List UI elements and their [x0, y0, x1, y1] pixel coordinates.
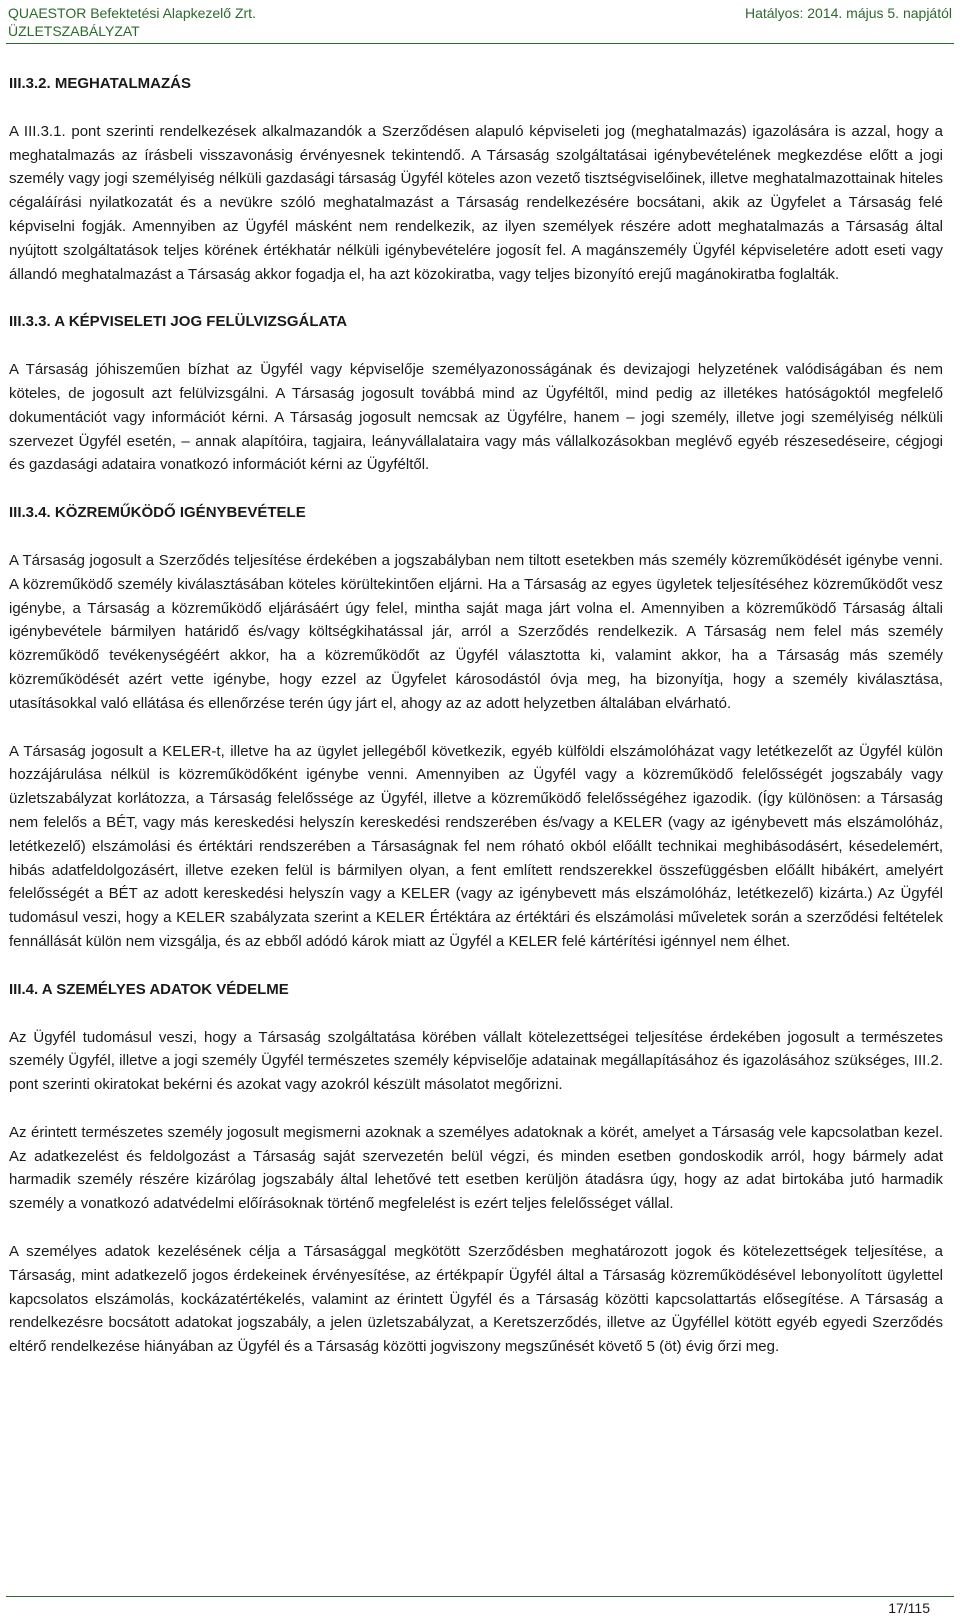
paragraph: A személyes adatok kezelésének célja a Társasággal megkötött Szerződésben meghatározott jogok és kötelezettségek teljesítése, a Társaság, mint adatkezelő jogos érdekeinek érvényesítése, az értékpapír Ügyfél által a Társaság közreműködésével lebonyolított ügylettel kapcsolatos elszámolás, kockázatértékelés, valamint az érintett Ügyfél és a Társaság közötti kapcsolattartás elősegítése. A Társaság a rendelkezésre bocsátott adatokat jogszabály, a jelen üzletszabályzat, a Keretszerződés, illetve az Ügyféllel kötött egyéb egyedi Szerződés eltérő rendelkezése hiányában az Ügyfél és a Társaság közötti jogviszony megszűnését követő 5 (öt) évig őrzi meg.: [9, 1243, 943, 1356]
spacer: [9, 954, 943, 978]
spacer: [9, 286, 943, 310]
footer-divider: [6, 1596, 954, 1597]
header-effective-date: Hatályos: 2014. május 5. napjától: [744, 5, 952, 21]
spacer: [9, 716, 943, 740]
paragraph: A III.3.1. pont szerinti rendelkezések alkalmazandók a Szerződésen alapuló képviseleti jog (meghatalmazás) igazolására is azzal, hogy a meghatalmazás az írásbeli visszavonásig érvényesnek tekintendő. A Társaság szolgáltatásai igénybevételének megkezdése előtt a jogi személy vagy jogi személyiség nélküli gazdasági társaság Ügyfél köteles azon vezető tisztségviselőinek, illetve meghatalmazottainak hiteles cégaláírási nyilatkozatát és a nevükre szóló meghatalmazást a Társaság rendelkezésére bocsátani, akik az Ügyfelet a Társaság felé képviselni fogják. Amennyiben az Ügyfél másként nem rendelkezik, az ilyen személyek részére adott meghatalmazás a Társaság által nyújtott szolgáltatások teljes körének értékhatár nélküli igénybevételére jogosít fel. A magánszemély Ügyfél képviseletére adott eseti vagy állandó meghatalmazást a Társaság akkor fogadja el, ha azt közokiratba, vagy teljes bizonyító erejű magánokiratba foglalták.: [9, 122, 943, 283]
header-document-title: ÜZLETSZABÁLYZAT: [8, 23, 140, 39]
section-heading: III.3.2. MEGHATALMAZÁS: [9, 75, 191, 92]
spacer: [9, 1216, 943, 1240]
paragraph: Az érintett természetes személy jogosult megismerni azoknak a személyes adatoknak a körét, amelyet a Társaság vele kapcsolatban kezel. Az adatkezelést és feldolgozást a Társaság saját szervezetén belül végzi, és minden esetben gondoskodik arról, hogy bármely adat harmadik személy részére kizárólag jogszabály által lehetővé tett esetben kerüljön átadásra úgy, hogy az adat birtokába jutó harmadik személy a vonatkozó adatvédelmi előírásoknak történő megfelelést is ezért teljes felelősséget vállal.: [9, 1123, 943, 1213]
spacer: [9, 1002, 943, 1026]
paragraph: A Társaság jogosult a KELER-t, illetve ha az ügylet jellegéből következik, egyéb külföldi elszámolóházat vagy letétkezelőt az Ügyfél külön hozzájárulása nélkül is közreműködőként igénybe venni. Amennyiben az Ügyfél vagy a közreműködő felelősségét jogszabály vagy üzletszabályzat korlátozza, a Társaság felelőssége az Ügyfél, illetve a közreműködő felelősségéhez igazodik. (Így különösen: a Társaság nem felelős a BÉT, vagy más kereskedési helyszín kereskedési rendszerében és/vagy a KELER (vagy az igénybevett más elszámolóház, letétkezelő) elszámolási és értéktári rendszerében a Társaságnak fel nem róható okból előállt technikai meghibásodásért, késedelemért, hibás adatfeldolgozásért, illetve ezeken felül is bármilyen olyan, a fent említett rendszerekkel összefüggésben előállt hibákért, amelyért felelősségét a BÉT az adott kereskedési helyszín vagy a KELER (vagy az igénybevett más elszámolóház, letétkezelő) kizárta.) Az Ügyfél tudomásul veszi, hogy a KELER szabályzata szerint a KELER Értéktára az értéktári és elszámolási műveletek során a szerződési feltételek fennállását külön nem vizsgálja, és az ebből adódó károk miatt az Ügyfél a KELER felé kártérítési igénnyel nem élhet.: [9, 742, 943, 950]
spacer: [9, 96, 943, 120]
spacer: [9, 477, 943, 501]
document-body: [9, 72, 943, 1359]
header-left: [8, 4, 256, 40]
spacer: [9, 525, 943, 549]
header-divider: [6, 43, 954, 44]
section-heading: III.3.3. A KÉPVISELETI JOG FELÜLVIZSGÁLATA: [9, 313, 348, 331]
paragraph: A Társaság jóhiszeműen bízhat az Ügyfél vagy képviselője személyazonosságának és devizajogi helyzetének valódiságában és nem köteles, de jogosult azt felülvizsgálni. A Társaság jogosult továbbá mind az Ügyféltől, mind pedig az illetékes hatóságoktól megfelelő dokumentációt vagy információt kérni. A Társaság jogosult nemcsak az Ügyfélre, hanem – jogi személy, illetve jogi személyiség nélküli szervezet Ügyfél esetén, – annak alapítóira, tagjaira, leányvállalataira vagy más vállalkozásokban meglévő egyéb részesedéseire, cégjogi és gazdasági adataira vonatkozó információt kérni az Ügyféltől.: [9, 361, 943, 474]
paragraph: A Társaság jogosult a Szerződés teljesítése érdekében a jogszabályban nem tiltott esetekben más személy közreműködését igénybe venni. A közreműködő személy kiválasztásában köteles körültekintően eljárni. Ha a Társaság az egyes ügyletek teljesítéséhez közreműködőt vesz igénybe, a Társaság a közreműködő eljárásáért úgy felel, mintha saját maga járt volna el. Amennyiben a közreműködő Társaság általi igénybevétele bármilyen határidő és/vagy költségkihatással jár, arról a Szerződés rendelkezik. A Társaság nem felel más személy közreműködő tevékenységéért akkor, ha a közreműködőt az Ügyfél választotta ki, valamint akkor, ha a Társaság más személy közreműködését azért vette igénybe, hogy ezzel az Ügyfelet károsodástól óvja meg, ha bizonyítja, hogy a személy kiválasztása, utasításokkal való ellátása és ellenőrzése terén úgy járt el, ahogy az az adott helyzetben általában elvárható.: [9, 551, 943, 712]
spacer: [9, 1097, 943, 1121]
page-header: [8, 4, 952, 44]
header-company: QUAESTOR Befektetési Alapkezelő Zrt.: [8, 5, 256, 21]
page-number: 17/115: [888, 1600, 930, 1616]
spacer: [9, 334, 943, 358]
paragraph: Az Ügyfél tudomásul veszi, hogy a Társaság szolgáltatása körében vállalt kötelezettségei teljesítése érdekében jogosult a természetes személy Ügyfél, illetve a jogi személy Ügyfél természetes személy képviselője adatainak megállapításához és igazolásához szükséges, III.2. pont szerinti okiratokat bekérni és azokat vagy azokról készült másolatot megőrizni.: [9, 1028, 943, 1094]
section-heading: III.3.4. KÖZREMŰKÖDŐ IGÉNYBEVÉTELE: [9, 504, 306, 522]
section-heading: III.4. A SZEMÉLYES ADATOK VÉDELME: [9, 980, 289, 998]
